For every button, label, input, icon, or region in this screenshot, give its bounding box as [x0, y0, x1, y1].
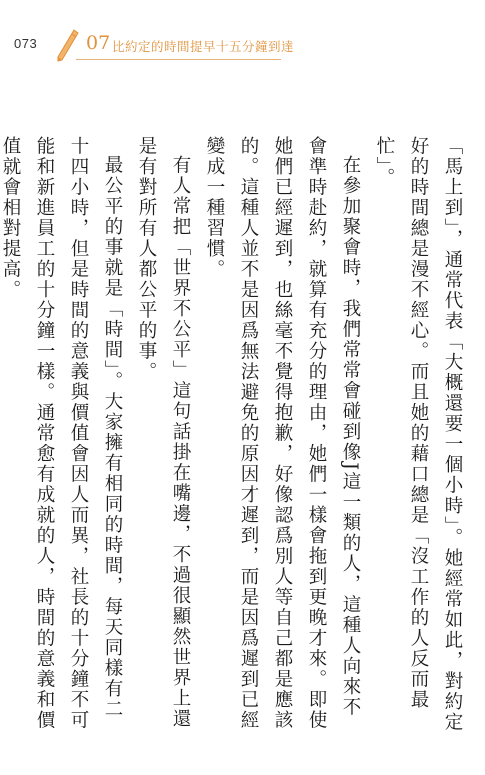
article-body: [0, 136, 469, 736]
paragraph-1: 「馬上到」，通常代表「大概還要一個小時」。她經常如此，對約定好的時間總是漫不經心。而且她的藉口總是「沒工作的人反而最忙」。: [374, 136, 463, 733]
page-header: [14, 26, 474, 66]
chapter-title: 比約定的時間提早十五分鐘到達: [112, 39, 295, 54]
paragraph-3: 有人常把「世界不公平」這句話掛在嘴邊，不過很顯然世界上還是有對所有人都公平的事。: [136, 136, 191, 729]
chapter-number: 07: [86, 32, 111, 54]
paragraph-2: 在參加聚會時，我們常常會碰到像J這一類的人，這種人向來不會準時赴約，就算有充分的理由，她們一樣會拖到更晚才來。即使她們已經遲到，也絲毫不覺得抱歉，好像認爲別人等自己都是應該的。這種人並不是因爲無法避免的原因才遲到，而是因爲遲到已經變成一種習慣。: [204, 136, 361, 731]
page-number: 073: [14, 36, 38, 51]
paragraph-4: 最公平的事就是「時間」。大家擁有相同的時間，每天同樣有二十四小時，但是時間的意義與價值會因人而異，社長的十分鐘不可能和新進員工的十分鐘一樣。通常愈有成就的人，時間的意義和價值就會相對提高。: [0, 136, 123, 731]
header-divider: [76, 59, 281, 60]
